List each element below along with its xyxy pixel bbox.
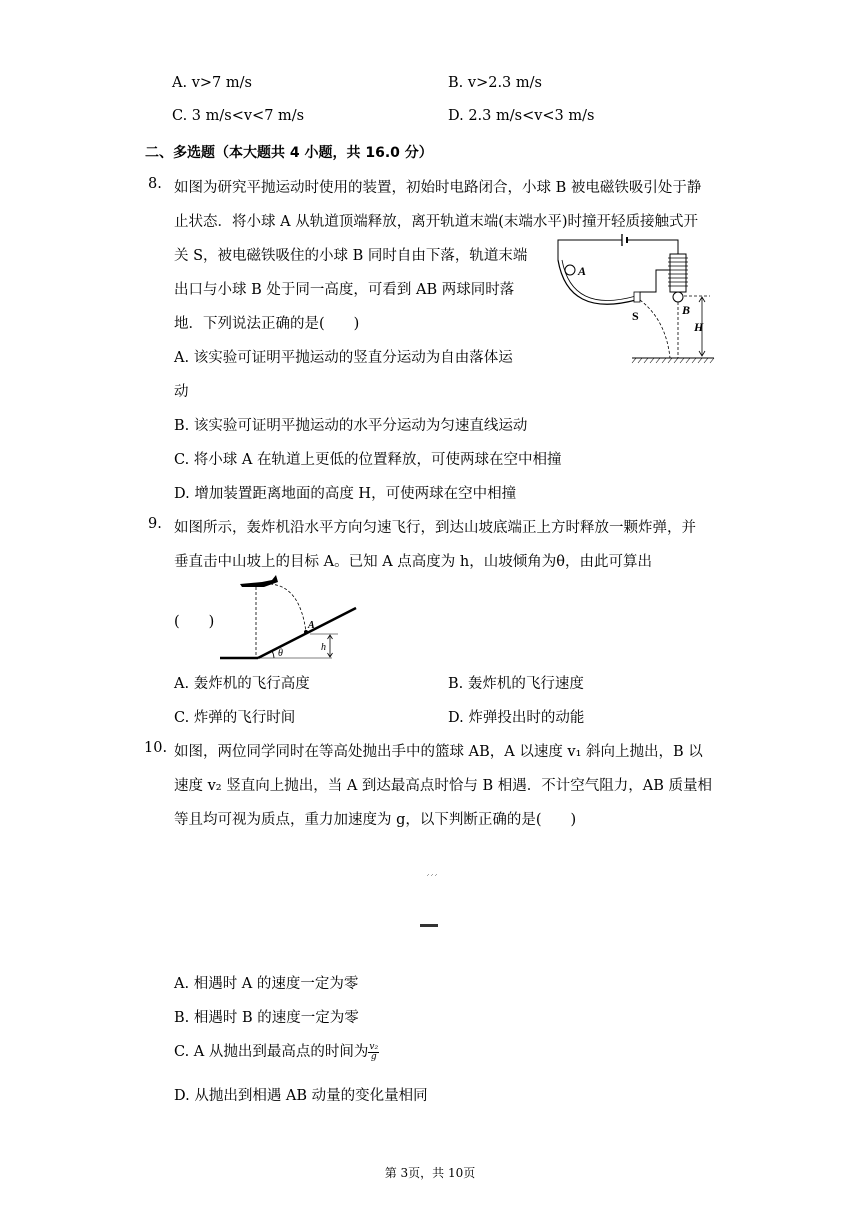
q9-paren: ( ) bbox=[174, 614, 215, 630]
q9-label-angle: θ bbox=[278, 648, 283, 659]
q9-option-c: C. 炸弹的飞行时间 bbox=[174, 710, 296, 726]
q7-option-a: A. v>7 m/s bbox=[172, 75, 252, 91]
q10-basketball-figure bbox=[415, 866, 445, 932]
q8-line-4: 出口与小球 B 处于同一高度，可看到 AB 两球同时落 bbox=[174, 282, 515, 298]
q8-line-1: 如图为研究平抛运动时使用的装置，初始时电路闭合，小球 B 被电磁铁吸引处于静 bbox=[174, 180, 702, 196]
q8-line-3: 关 S，被电磁铁吸住的小球 B 同时自由下落，轨道末端 bbox=[174, 248, 528, 264]
q10-option-c bbox=[174, 1040, 379, 1062]
section-heading: 二、多选题（本大题共 4 小题，共 16.0 分） bbox=[145, 145, 433, 161]
q9-label-target: A bbox=[308, 620, 315, 631]
q9-number: 9. bbox=[148, 516, 162, 532]
q8-line-5: 地．下列说法正确的是( ) bbox=[174, 316, 360, 332]
q10-number: 10. bbox=[144, 740, 168, 756]
q8-number: 8. bbox=[148, 176, 162, 192]
q10-fraction-denominator: g bbox=[370, 1051, 377, 1062]
q8-option-c: C. 将小球 A 在轨道上更低的位置释放，可使两球在空中相撞 bbox=[174, 452, 562, 468]
q10-line-3: 等且均可视为质点，重力加速度为 g，以下判断正确的是( ) bbox=[174, 812, 577, 828]
q10-option-a: A. 相遇时 A 的速度一定为零 bbox=[174, 976, 359, 992]
q8-line-2: 止状态．将小球 A 从轨道顶端释放，离开轨道末端(末端水平)时撞开轻质接触式开 bbox=[174, 214, 699, 230]
q7-option-c: C. 3 m/s<v<7 m/s bbox=[172, 108, 305, 124]
page-footer: 第 3页，共 10页 bbox=[384, 1166, 476, 1180]
q10-option-d: D. 从抛出到相遇 AB 动量的变化量相同 bbox=[174, 1088, 428, 1104]
q8-option-b: B. 该实验可证明平抛运动的水平分运动为匀速直线运动 bbox=[174, 418, 528, 434]
q10-line-2: 速度 v₂ 竖直向上抛出，当 A 到达最高点时恰与 B 相遇．不计空气阻力，AB 质量相 bbox=[174, 778, 713, 794]
q8-option-a-line1: A. 该实验可证明平抛运动的竖直分运动为自由落体运 bbox=[174, 350, 513, 366]
q10-line-1: 如图，两位同学同时在等高处抛出手中的篮球 AB，A 以速度 v₁ 斜向上抛出，B 以 bbox=[174, 744, 703, 760]
q8-label-switch: S bbox=[632, 309, 639, 323]
q10-fraction-numerator: v₂ bbox=[369, 1041, 379, 1052]
q9-slope-figure bbox=[218, 572, 368, 664]
q7-option-b: B. v>2.3 m/s bbox=[448, 75, 542, 91]
q9-option-a: A. 轰炸机的飞行高度 bbox=[174, 676, 310, 692]
q8-label-ball-a: A bbox=[578, 264, 587, 278]
q9-line-1: 如图所示，轰炸机沿水平方向匀速飞行，到达山坡底端正上方时释放一颗炸弹，并 bbox=[174, 520, 696, 536]
q7-option-d: D. 2.3 m/s<v<3 m/s bbox=[448, 108, 595, 124]
q10-option-c-fraction bbox=[368, 1043, 379, 1062]
q9-option-d: D. 炸弹投出时的动能 bbox=[448, 710, 585, 726]
q8-apparatus-figure bbox=[548, 230, 718, 370]
q8-option-a-line2: 动 bbox=[174, 384, 189, 400]
q9-line-2: 垂直击中山坡上的目标 A。已知 A 点高度为 h，山坡倾角为θ，由此可算出 bbox=[174, 554, 652, 570]
q8-label-height: H bbox=[694, 320, 704, 334]
q10-option-c-text: C. A 从抛出到最高点的时间为 bbox=[174, 1044, 369, 1060]
q9-option-b: B. 轰炸机的飞行速度 bbox=[448, 676, 584, 692]
q8-label-ball-b: B bbox=[682, 303, 691, 317]
q9-label-height: h bbox=[321, 642, 326, 653]
q8-option-d: D. 增加装置距离地面的高度 H，可使两球在空中相撞 bbox=[174, 486, 517, 502]
q10-option-b: B. 相遇时 B 的速度一定为零 bbox=[174, 1010, 359, 1026]
